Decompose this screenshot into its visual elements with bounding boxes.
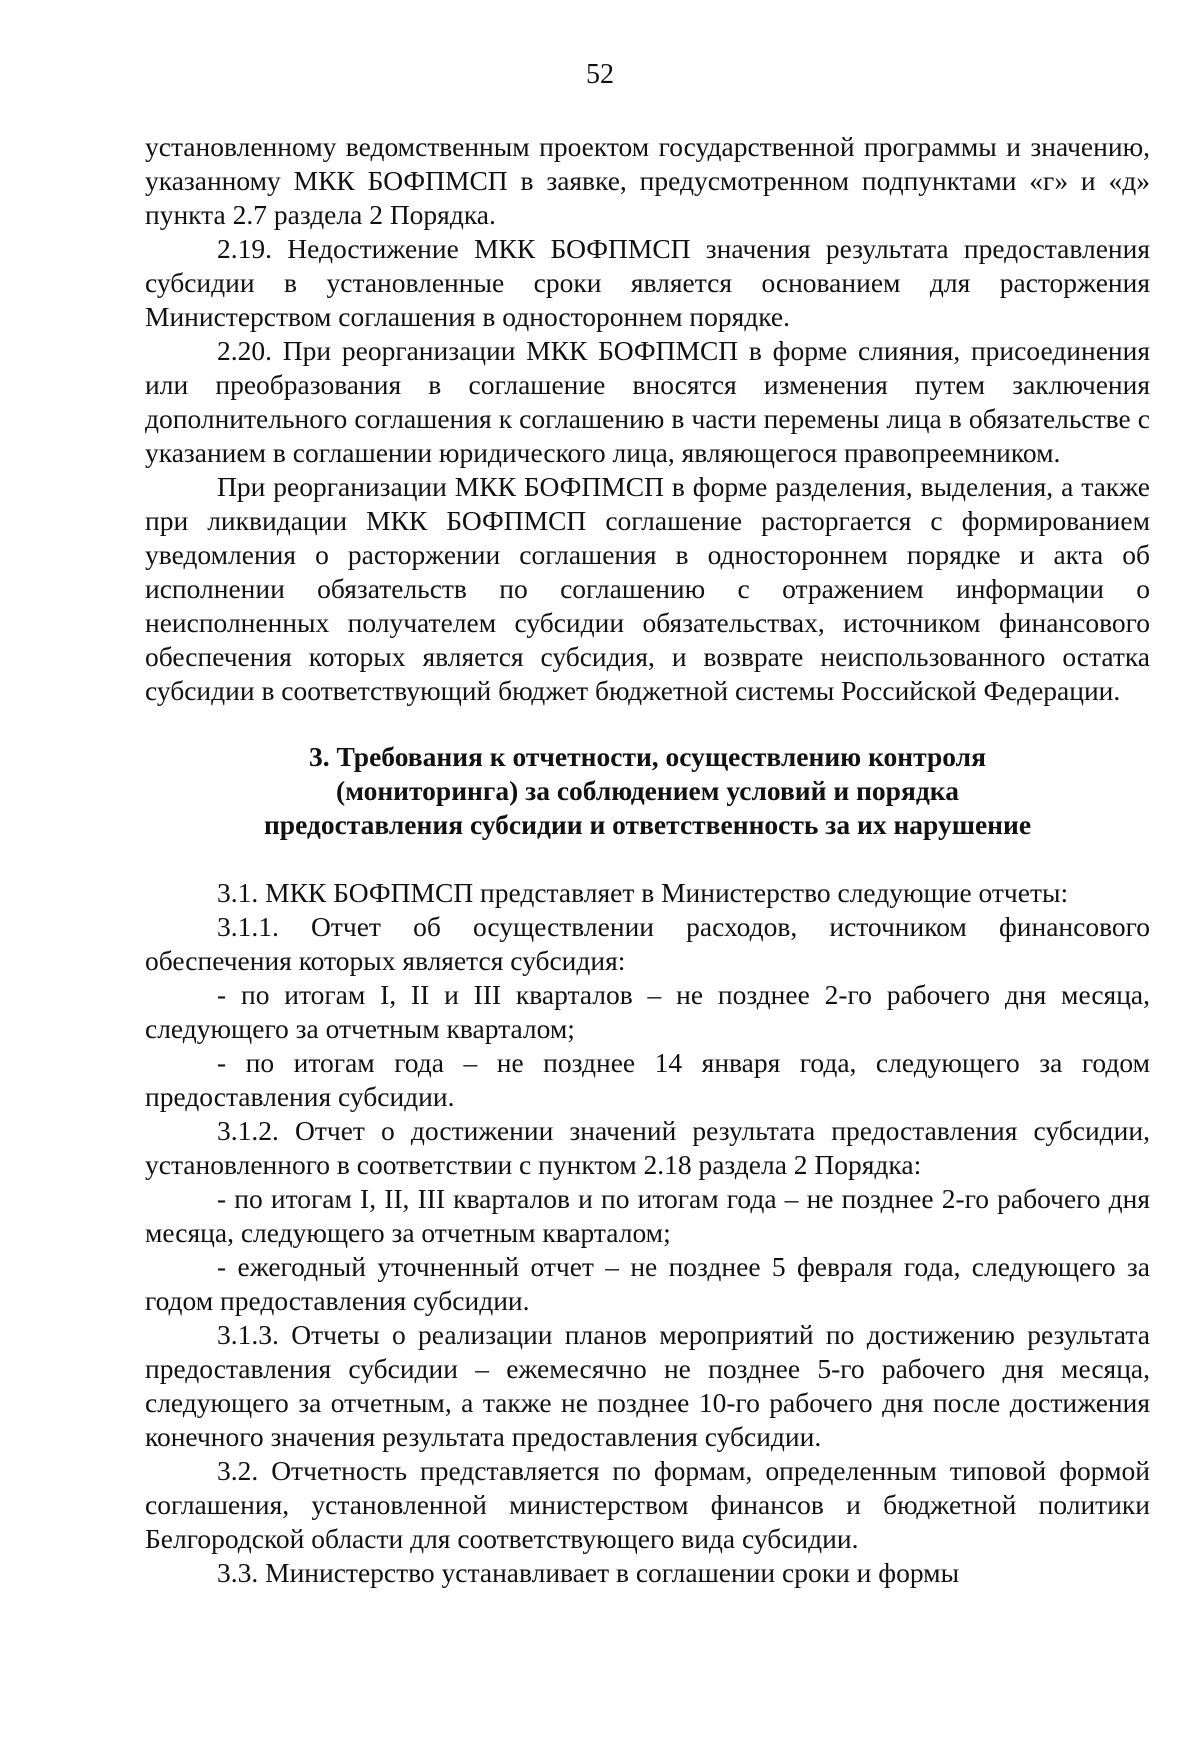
list-item-quarters: - по итогам I, II и III кварталов – не позднее 2-го рабочего дня месяца, следующего за отчетным кварталом; [145,979,1150,1044]
paragraph-continuation: установленному ведомственным проектом государственной программы и значению, указанному МКК БОФПМСП в заявке, предусмотренном подпунктами «г» и «д» пункта 2.7 раздела 2 Порядка. [145,131,1150,230]
paragraph-2-20: 2.20. При реорганизации МКК БОФПМСП в форме слияния, присоединения или преобразования в соглашение вносятся изменения путем заключения дополнительного соглашения к соглашению в части перемены лица в обязательстве с указанием в соглашении юридического лица, являющегося правопреемником. [145,335,1150,468]
section-heading-line: 3. Требования к отчетности, осуществлению контроля [309,741,986,772]
list-item-annual-report: - ежегодный уточненный отчет – не позднее 5 февраля года, следующего за годом предоставления субсидии. [145,1251,1150,1316]
list-item-year: - по итогам года – не позднее 14 января года, следующего за годом предоставления субсидии. [145,1047,1150,1112]
paragraph-3-1-1: 3.1.1. Отчет об осуществлении расходов, источником финансового обеспечения которых является субсидия: [145,911,1150,976]
paragraph-3-1-3: 3.1.3. Отчеты о реализации планов мероприятий по достижению результата предоставления субсидии – ежемесячно не позднее 5-го рабочего дня месяца, следующего за отчетным, а также не позднее 10-го рабочего дня после достижения конечного значения результата предоставления субсидии. [145,1319,1150,1452]
list-item-quarters-year: - по итогам I, II, III кварталов и по итогам года – не позднее 2-го рабочего дня месяца, следующего за отчетным кварталом; [145,1183,1150,1248]
paragraph-2-19: 2.19. Недостижение МКК БОФПМСП значения результата предоставления субсидии в установленные сроки является основанием для расторжения Министерством соглашения в одностороннем порядке. [145,233,1150,332]
paragraphs-before-heading [145,130,1150,708]
section-heading-line: (мониторинга) за соблюдением условий и порядка [336,775,959,806]
paragraph-3-1: 3.1. МКК БОФПМСП представляет в Министерство следующие отчеты: [217,877,1069,908]
document-body [145,130,1150,1590]
paragraph-3-1-2: 3.1.2. Отчет о достижении значений результата предоставления субсидии, установленного в соответствии с пунктом 2.18 раздела 2 Порядка: [145,1115,1150,1180]
paragraph-reorganization: При реорганизации МКК БОФПМСП в форме разделения, выделения, а также при ликвидации МКК БОФПМСП соглашение расторгается с формированием уведомления о расторжении соглашения в одностороннем порядке и акта об исполнении обязательств по соглашению с отражением информации о неисполненных получателем субсидии обязательствах, источником финансового обеспечения которых является субсидия, и возврате неиспользованного остатка субсидии в соответствующий бюджет бюджетной системы Российской Федерации. [145,471,1150,706]
paragraph-3-3: 3.3. Министерство устанавливает в соглашении сроки и формы [217,1557,960,1588]
section-3-heading [145,740,1150,842]
paragraph-3-2: 3.2. Отчетность представляется по формам, определенным типовой формой соглашения, установленной министерством финансов и бюджетной политики Белгородской области для соответствующего вида субсидии. [145,1455,1150,1554]
paragraphs-after-heading [145,876,1150,1590]
page-number: 52 [586,59,614,90]
section-heading-line: предоставления субсидии и ответственность за их нарушение [263,809,1032,840]
